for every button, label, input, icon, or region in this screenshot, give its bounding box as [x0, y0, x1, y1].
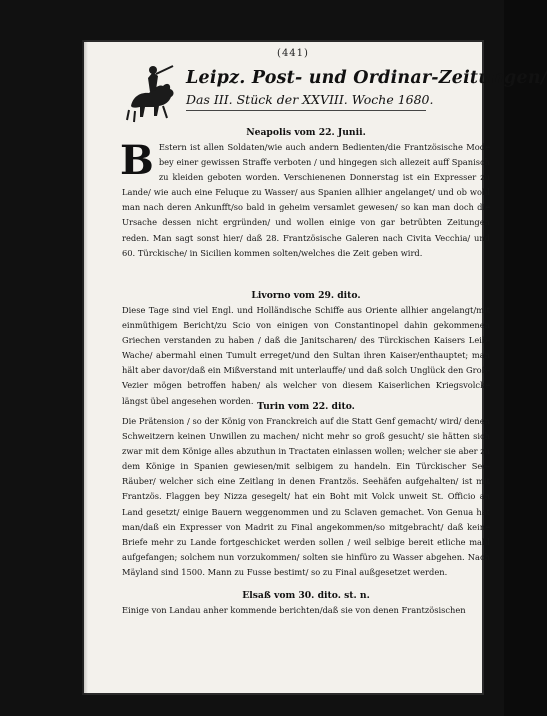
page-edge-shadow: [82, 40, 88, 695]
article-body: Einige von Landau anher kommende berichten/daß sie von denen Frantzösischen: [122, 605, 466, 615]
horse-rider-emblem-icon: [123, 62, 181, 124]
article-body: [120, 137, 490, 261]
article-dateline: Turin vom 22. dito.: [257, 401, 355, 412]
newspaper-title: Leipz. Post- und Ordinar-Zeitungen/: [186, 68, 547, 88]
title-rule: [186, 110, 426, 111]
page-number: (441): [277, 48, 309, 59]
article-livorno: [122, 289, 490, 409]
article-body: Die Prätension / so der König von Franckreich auf die Statt Genf gemacht/ wird/ denen Schweitzern keinen Unwillen zu machen/ nicht mehr so groß gesucht/ sie hätten sich zwar mit dem Könige alles abzuthun in Tractaten einlassen wollen; welcher sie aber zu dem Könige in Spanien gewiesen/mit selbigem zu handeln. Ein Türckischer See-Räuber/ welcher sich eine Zeitlang in denen Frantzös. Seehäfen aufgehalten/ ist mit Frantzös. Flaggen bey Nizza gesegelt/ hat ein Boht mit Volck unweit St. Officio an Land gesetzt/ einige Bauern weggenommen und zu Sclaven gemachet. Von Genua hat man/daß ein Expresser von Madrit zu Final angekommen/so mitgebracht/ daß keine Briefe mehr zu Lande fortgeschicket werden sollen / weil selbige bereit etliche mahl aufgefangen; solchem nun vorzukommen/ solten sie hinfüro zu Wasser abgehen. Nach Mäyland sind 1500. Mann zu Fusse bestimt/ so zu Final außgesetzet werden.: [122, 416, 490, 577]
article-elsass: [122, 589, 490, 618]
article-text: Estern ist allen Soldaten/wie auch andern Bedienten/die Frantzösische Mode bey einer gewissen Straffe verboten / und hingegen sich allezeit auff Spanisch zu kleiden geboten worden. Verschienenen Donnerstag ist ein Expresser zu Lande/ wie auch eine Feluque zu Wasser/ aus Spanien allhier angelanget/ und ob wohl man nach deren Ankunfft/so bald in geheim versamlet gewesen/ so kan man doch die Ursache dessen nicht ergründen/ und wollen einige von gar betrübten Zeitungen reden. Man sagt sonst hier/ daß 28. Frantzösische Galeren nach Civita Vecchia/ und 60. Türckische/ in Sicilien kommen solten/welches die Zeit geben wird.: [122, 142, 490, 258]
masthead: [82, 40, 547, 130]
issue-subtitle: Das III. Stück der XXVIII. Woche 1680.: [186, 92, 434, 107]
article-body: Diese Tage sind viel Engl. und Holländische Schiffe aus Oriente allhier angelangt/mit einmüthigem Bericht/zu Scio von einigen von Constantinopel dahin gekommenen Griechen verstanden zu haben / daß die Janitscharen/ des Türckischen Kaisers Leib-Wache/ abermahl einen Tumult erreget/und den Sultan ihren Kaiser/enthauptet; man hält aber davor/daß ein Mißverstand mit unterlauffe/ und daß solch Unglück den Groß-Vezier mögen betroffen haben/ als welcher von diesem Kaiserlichen Kriegsvolcke längst übel angesehen worden.: [122, 305, 490, 406]
drop-cap: B: [120, 137, 154, 184]
article-dateline: Neapolis vom 22. Junii.: [246, 127, 366, 138]
article-neapolis: [122, 126, 490, 261]
article-dateline: Livorno vom 29. dito.: [251, 290, 361, 301]
article-dateline: Elsaß vom 30. dito. st. n.: [242, 590, 370, 601]
article-turin: [122, 400, 490, 580]
newspaper-page: [82, 40, 547, 695]
